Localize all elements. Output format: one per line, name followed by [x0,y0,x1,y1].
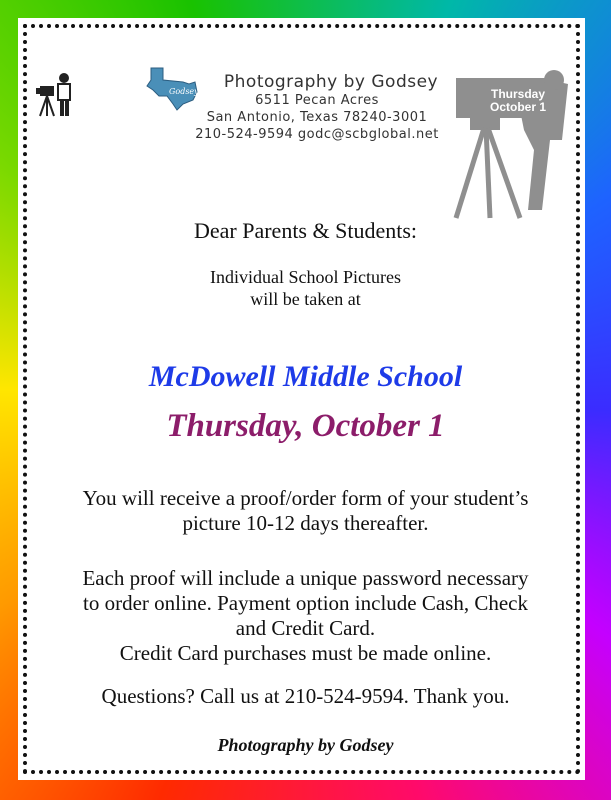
camera-day: Thursday [490,87,545,101]
letterhead [172,72,462,143]
paragraph-line: and Credit Card. [235,616,376,640]
paragraph-line: picture 10-12 days thereafter. [182,511,429,535]
paragraph-line: Each proof will include a unique password necessary [82,566,529,590]
intro-line: Individual School Pictures [210,267,401,287]
company-address: 6511 Pecan Acres [255,93,379,108]
proof-paragraph [30,486,581,536]
company-name: Photography by Godsey [223,72,439,92]
greeting: Dear Parents & Students: [193,218,418,243]
company-contact: 210-524-9594 godc@scbglobal.net [195,127,439,142]
paragraph-line: You will receive a proof/order form of your student’s [82,486,529,510]
paragraph-line: Credit Card purchases must be made online. [119,641,492,665]
photographer-icon [34,70,82,118]
paragraph-line: to order online. Payment option include Cash, Check [83,591,528,615]
company-city: San Antonio, Texas 78240-3001 [206,110,428,125]
intro-line: will be taken at [250,289,361,309]
event-date: Thursday, October 1 [166,408,445,444]
camera-date-label [478,88,558,114]
questions-line: Questions? Call us at 210-524-9594. Thank you. [101,684,510,708]
intro-text [30,266,581,310]
school-name: McDowell Middle School [148,360,463,393]
logo-text: Godsey [169,87,199,96]
password-paragraph [30,566,581,666]
signature: Photography by Godsey [217,735,394,755]
camera-date: October 1 [489,100,546,114]
